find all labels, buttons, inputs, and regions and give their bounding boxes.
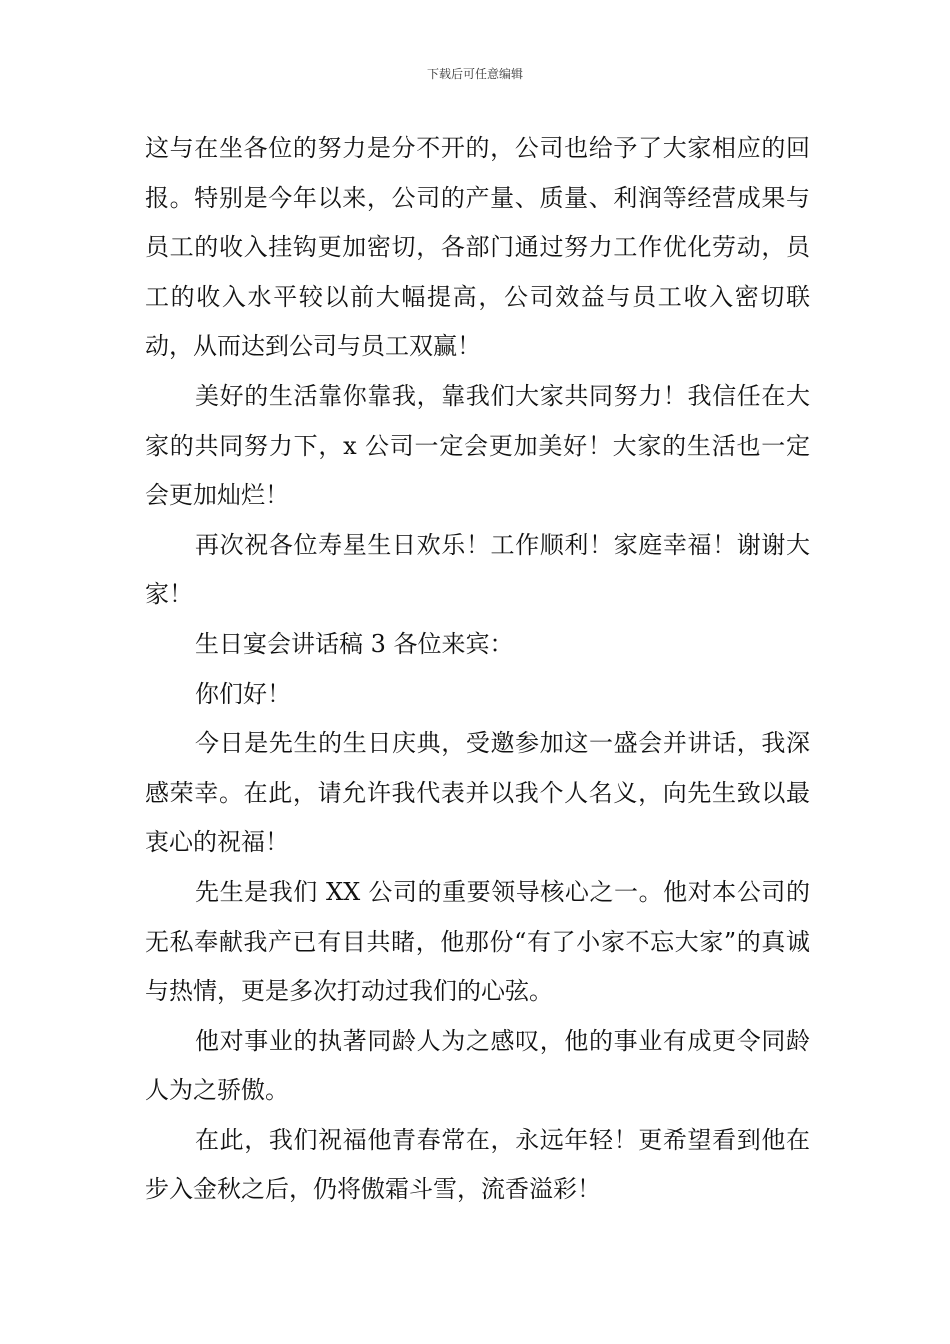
- paragraph: 再次祝各位寿星生日欢乐！工作顺利！家庭幸福！谢谢大家！: [145, 530, 810, 609]
- page-header: 下载后可任意编辑: [426, 67, 523, 81]
- paragraph: 在此，我们祝福他青春常在，永远年轻！更希望看到他在步入金秋之后，仍将傲霜斗雪，流香溢彩！: [145, 1125, 810, 1204]
- document-body: [145, 124, 810, 1215]
- paragraph: 你们好！: [195, 679, 291, 708]
- paragraph: 这与在坐各位的努力是分不开的，公司也给予了大家相应的回报。特别是今年以来，公司的产量、质量、利润等经营成果与员工的收入挂钩更加密切，各部门通过努力工作优化劳动，员工的收入水平较以前大幅提高，公司效益与员工收入密切联动，从而达到公司与员工双赢！: [145, 134, 810, 361]
- paragraph: 他对事业的执著同龄人为之感叹，他的事业有成更令同龄人为之骄傲。: [145, 1026, 810, 1105]
- paragraph: 美好的生活靠你靠我，靠我们大家共同努力！我信任在大家的共同努力下，x 公司一定会更加美好！大家的生活也一定会更加灿烂！: [145, 381, 810, 510]
- paragraph: 今日是先生的生日庆典，受邀参加这一盛会并讲话，我深感荣幸。在此，请允许我代表并以我个人名义，向先生致以最衷心的祝福！: [145, 729, 810, 857]
- paragraph: 先生是我们 XX 公司的重要领导核心之一。他对本公司的无私奉献我产已有目共睹，他那份“有了小家不忘大家”的真诚与热情，更是多次打动过我们的心弦。: [145, 877, 810, 1006]
- paragraph: 生日宴会讲话稿 3 各位来宾：: [195, 629, 514, 658]
